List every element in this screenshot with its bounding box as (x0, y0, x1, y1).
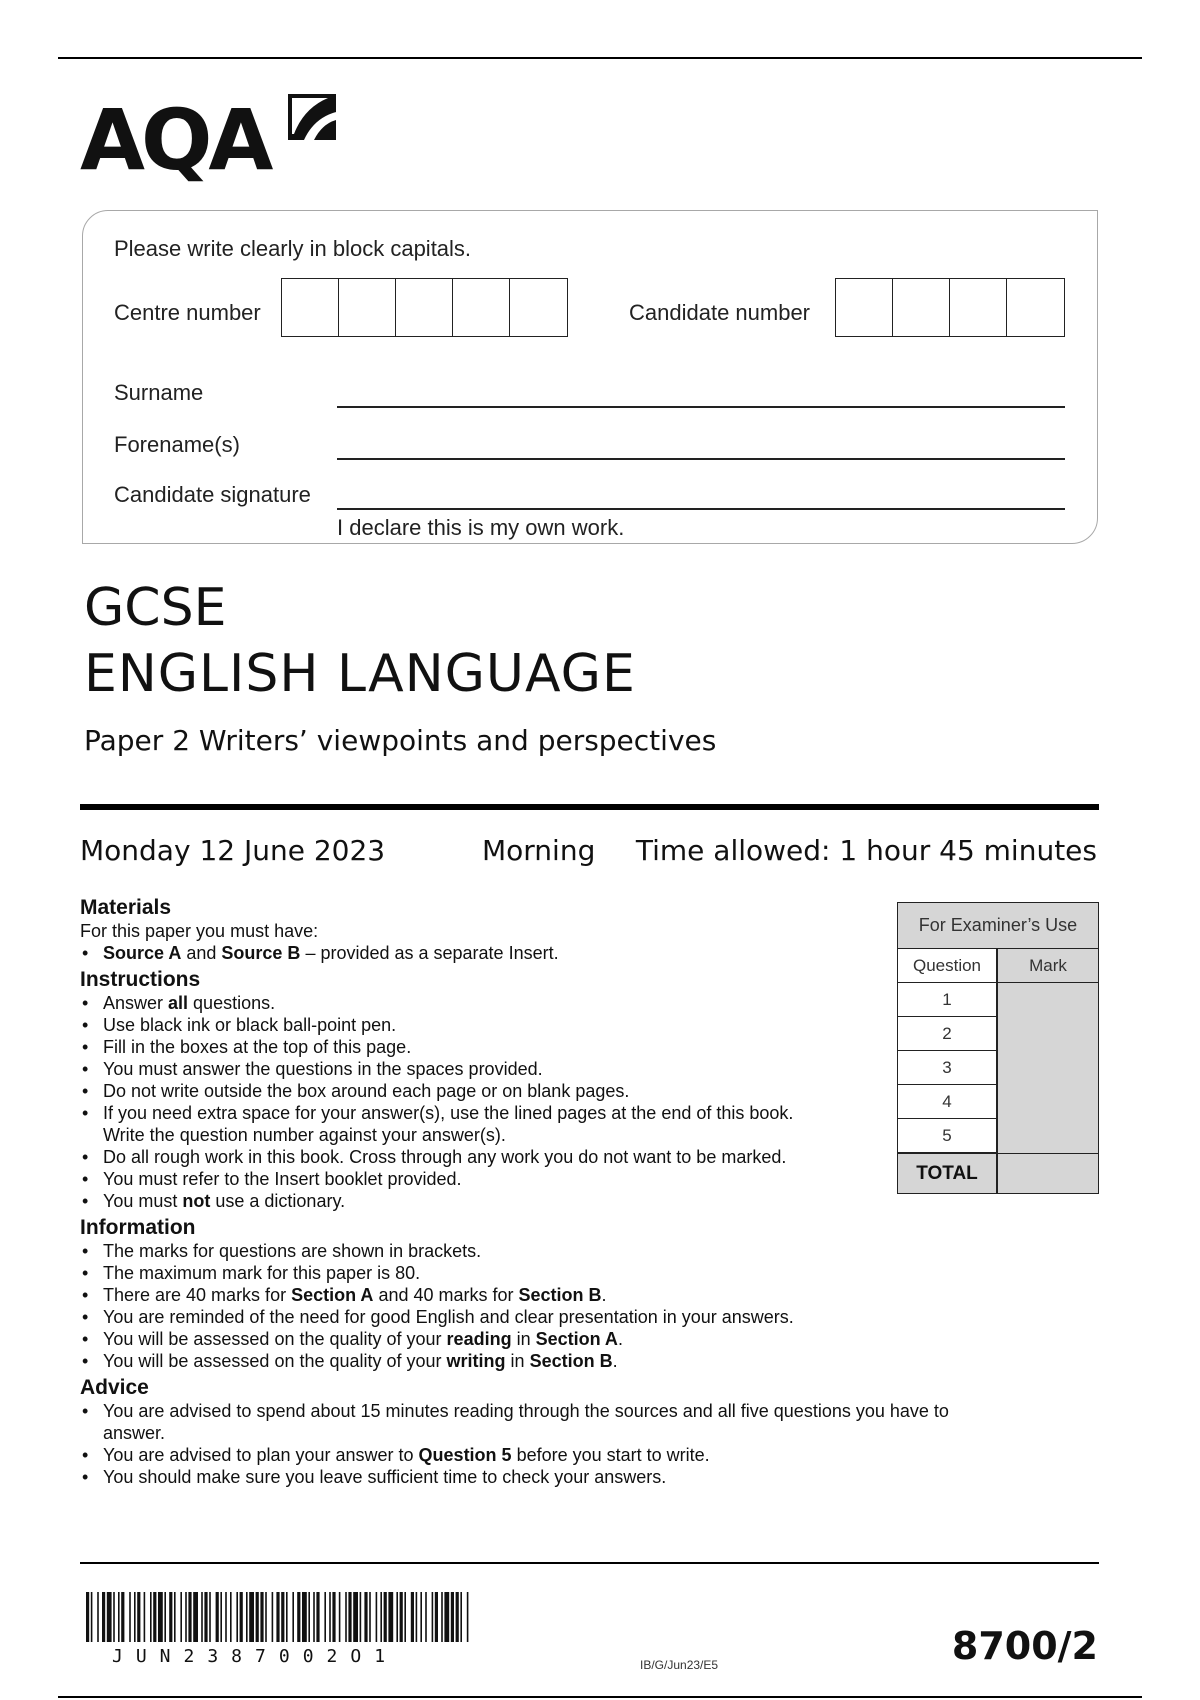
barcode-bar (360, 1592, 362, 1642)
declaration-text: I declare this is my own work. (337, 515, 625, 540)
mark-cell (998, 1119, 1098, 1153)
list-item: • If you need extra space for your answer(s), use the lined pages at the end of this book. Write the question number against your answer(s). (80, 1102, 800, 1146)
centre-number-digit[interactable] (510, 279, 567, 336)
top-rule (58, 57, 1142, 59)
barcode-bar (376, 1592, 378, 1642)
aqa-logo-mark-icon (284, 90, 340, 144)
barcode-bar (332, 1592, 335, 1642)
barcode-bar (158, 1592, 163, 1642)
materials-heading: Materials (80, 896, 172, 919)
examiner-use-table (897, 902, 1099, 1194)
question-number: 3 (898, 1051, 998, 1085)
list-item: • You must not use a dictionary. (80, 1190, 800, 1212)
barcode-bar (348, 1592, 351, 1642)
information-heading: Information (80, 1216, 196, 1239)
barcode-bar (425, 1592, 427, 1642)
barcode-bar (441, 1592, 443, 1642)
table-row (898, 1085, 1098, 1119)
barcode-bar (380, 1592, 382, 1642)
total-row (898, 1153, 1098, 1193)
paper-title: Paper 2 Writers’ viewpoints and perspectives (84, 724, 717, 757)
barcode-bar (400, 1592, 403, 1642)
barcode-bar (416, 1592, 418, 1642)
list-item: • You must refer to the Insert booklet provided. (80, 1168, 800, 1190)
materials-intro: For this paper you must have: (80, 921, 319, 941)
barcode-bar (281, 1592, 284, 1642)
bottom-rule (58, 1696, 1142, 1698)
barcode-bar (292, 1592, 294, 1642)
barcode-bar (134, 1592, 136, 1642)
list-item: • You will be assessed on the quality of your reading in Section A. (80, 1328, 980, 1350)
barcode-bar (353, 1592, 358, 1642)
list-item: • Use black ink or black ball-point pen. (80, 1014, 800, 1036)
barcode-bar (118, 1592, 120, 1642)
barcode-bar (272, 1592, 274, 1642)
mark-cell (998, 1085, 1098, 1119)
materials-list (80, 942, 980, 964)
barcode-bar (308, 1592, 310, 1642)
list-item: • Do all rough work in this book. Cross through any work you do not want to be marked. (80, 1146, 800, 1168)
footer-rule (80, 1562, 1099, 1564)
barcode-bar (302, 1592, 307, 1642)
title-rule (80, 804, 1099, 810)
paper-code: 8700/2 (951, 1624, 1098, 1668)
table-row (898, 983, 1098, 1017)
qualification-title: GCSE (84, 578, 227, 638)
barcode-bar (451, 1592, 454, 1642)
barcode-bar (220, 1592, 222, 1642)
list-item: • Source A and Source B – provided as a separate Insert. (80, 942, 980, 964)
total-mark-cell (998, 1154, 1098, 1193)
barcode-bar (329, 1592, 331, 1642)
barcode-number: JUN2387002O1 (112, 1646, 399, 1667)
list-item: • Answer all questions. (80, 992, 800, 1014)
barcode-bar (404, 1592, 406, 1642)
centre-number-digit[interactable] (282, 279, 339, 336)
list-item: • The maximum mark for this paper is 80. (80, 1262, 980, 1284)
barcode-bar (432, 1592, 434, 1642)
barcode-bar (364, 1592, 367, 1642)
list-item: • You are advised to plan your answer to Question 5 before you start to write. (80, 1444, 980, 1466)
barcode-bar (180, 1592, 182, 1642)
barcode-bar (339, 1592, 341, 1642)
list-item: • You are advised to spend about 15 minutes reading through the sources and all five questions you have to answer. (80, 1400, 980, 1444)
candidate-number-label: Candidate number (629, 300, 811, 325)
barcode-bar (286, 1592, 288, 1642)
barcode-bar (129, 1592, 131, 1642)
information-list (80, 1240, 980, 1372)
barcode-bar (444, 1592, 449, 1642)
barcode-bar (236, 1592, 238, 1642)
barcode-bar (240, 1592, 243, 1642)
barcode-bar (97, 1592, 99, 1642)
barcode-bar (188, 1592, 191, 1642)
list-item: • You are reminded of the need for good English and clear presentation in your answers. (80, 1306, 980, 1328)
barcode-bar (260, 1592, 263, 1642)
barcode-bar (345, 1592, 347, 1642)
total-label: TOTAL (898, 1154, 998, 1193)
centre-number-label: Centre number (114, 300, 261, 325)
barcode-bar (460, 1592, 462, 1642)
barcode-bar (313, 1592, 315, 1642)
list-item: • Do not write outside the box around each page or on blank pages. (80, 1080, 800, 1102)
barcode-bar (102, 1592, 105, 1642)
question-column-header: Question (898, 949, 998, 983)
table-row (898, 1051, 1098, 1085)
candidate-details-box (82, 210, 1098, 544)
forenames-label: Forename(s) (114, 432, 240, 457)
centre-number-boxes[interactable] (281, 278, 568, 337)
subject-title: ENGLISH LANGUAGE (84, 644, 636, 704)
barcode-bar (193, 1592, 198, 1642)
barcode-bar (246, 1592, 248, 1642)
barcode-bar (86, 1592, 89, 1642)
candidate-number-boxes[interactable] (835, 278, 1065, 337)
centre-number-digit[interactable] (396, 279, 453, 336)
list-item: • You must answer the questions in the spaces provided. (80, 1058, 800, 1080)
barcode-bar (150, 1592, 152, 1642)
mark-column-header: Mark (998, 949, 1098, 983)
advice-heading: Advice (80, 1376, 149, 1399)
barcode-bar (164, 1592, 166, 1642)
table-row (898, 1017, 1098, 1051)
barcode-bar (91, 1592, 93, 1642)
surname-label: Surname (114, 380, 204, 405)
barcode-bar (113, 1592, 115, 1642)
barcode-bar (297, 1592, 300, 1642)
barcode-bar (230, 1592, 232, 1642)
forenames-line[interactable] (337, 458, 1065, 460)
centre-number-digit[interactable] (453, 279, 510, 336)
list-item: • There are 40 marks for Section A and 40 marks for Section B. (80, 1284, 980, 1306)
block-capitals-instruction: Please write clearly in block capitals. (114, 236, 472, 261)
candidate-number-digit[interactable] (950, 279, 1007, 336)
exam-session: Morning (482, 834, 596, 867)
question-number: 5 (898, 1119, 998, 1153)
exam-date: Monday 12 June 2023 (80, 834, 386, 867)
barcode-bar (185, 1592, 187, 1642)
barcode-bar (249, 1592, 254, 1642)
barcode-bar (201, 1592, 203, 1642)
barcode-bar (216, 1592, 219, 1642)
signature-line[interactable] (337, 508, 1065, 510)
barcode (86, 1592, 470, 1642)
centre-number-digit[interactable] (339, 279, 396, 336)
barcode-bar (411, 1592, 414, 1642)
barcode-bar (225, 1592, 227, 1642)
barcode-bar (396, 1592, 398, 1642)
instructions-list (80, 992, 800, 1212)
barcode-bar (137, 1592, 140, 1642)
barcode-bar (144, 1592, 146, 1642)
list-item: • You should make sure you leave sufficient time to check your answers. (80, 1466, 980, 1488)
aqa-logo (80, 88, 350, 188)
list-item: • The marks for questions are shown in brackets. (80, 1240, 980, 1262)
barcode-bar (435, 1592, 438, 1642)
barcode-bar (174, 1592, 176, 1642)
barcode-bar (121, 1592, 124, 1642)
instructions-heading: Instructions (80, 968, 201, 991)
question-number: 1 (898, 983, 998, 1017)
barcode-bar (388, 1592, 393, 1642)
barcode-bar (369, 1592, 371, 1642)
candidate-number-digit[interactable] (836, 279, 893, 336)
barcode-bar (169, 1592, 172, 1642)
signature-label: Candidate signature (114, 482, 311, 507)
barcode-bar (107, 1592, 112, 1642)
question-number: 2 (898, 1017, 998, 1051)
candidate-number-digit[interactable] (1007, 279, 1064, 336)
table-row (898, 1119, 1098, 1153)
examiner-table-header-row (898, 949, 1098, 983)
advice-list (80, 1400, 980, 1488)
barcode-bar (256, 1592, 259, 1642)
examiner-use-heading: For Examiner’s Use (898, 903, 1098, 949)
mark-cell (998, 983, 1098, 1017)
barcode-bar (153, 1592, 156, 1642)
surname-line[interactable] (337, 406, 1065, 408)
front-cover-body (80, 896, 980, 1488)
barcode-bar (384, 1592, 387, 1642)
document-reference: IB/G/Jun23/E5 (640, 1658, 719, 1672)
barcode-bar (456, 1592, 459, 1642)
question-number: 4 (898, 1085, 998, 1119)
barcode-bar (467, 1592, 469, 1642)
barcode-bar (316, 1592, 319, 1642)
mark-cell (998, 1051, 1098, 1085)
mark-cell (998, 1017, 1098, 1051)
barcode-bar (420, 1592, 422, 1642)
barcode-bar (265, 1592, 267, 1642)
barcode-bar (209, 1592, 211, 1642)
barcode-bar (276, 1592, 279, 1642)
aqa-logo-text: AQA (80, 91, 270, 189)
list-item: • You will be assessed on the quality of your writing in Section B. (80, 1350, 980, 1372)
candidate-number-digit[interactable] (893, 279, 950, 336)
list-item: • Fill in the boxes at the top of this page. (80, 1036, 800, 1058)
time-allowed: Time allowed: 1 hour 45 minutes (635, 834, 1097, 867)
barcode-bar (204, 1592, 207, 1642)
barcode-bar (324, 1592, 326, 1642)
